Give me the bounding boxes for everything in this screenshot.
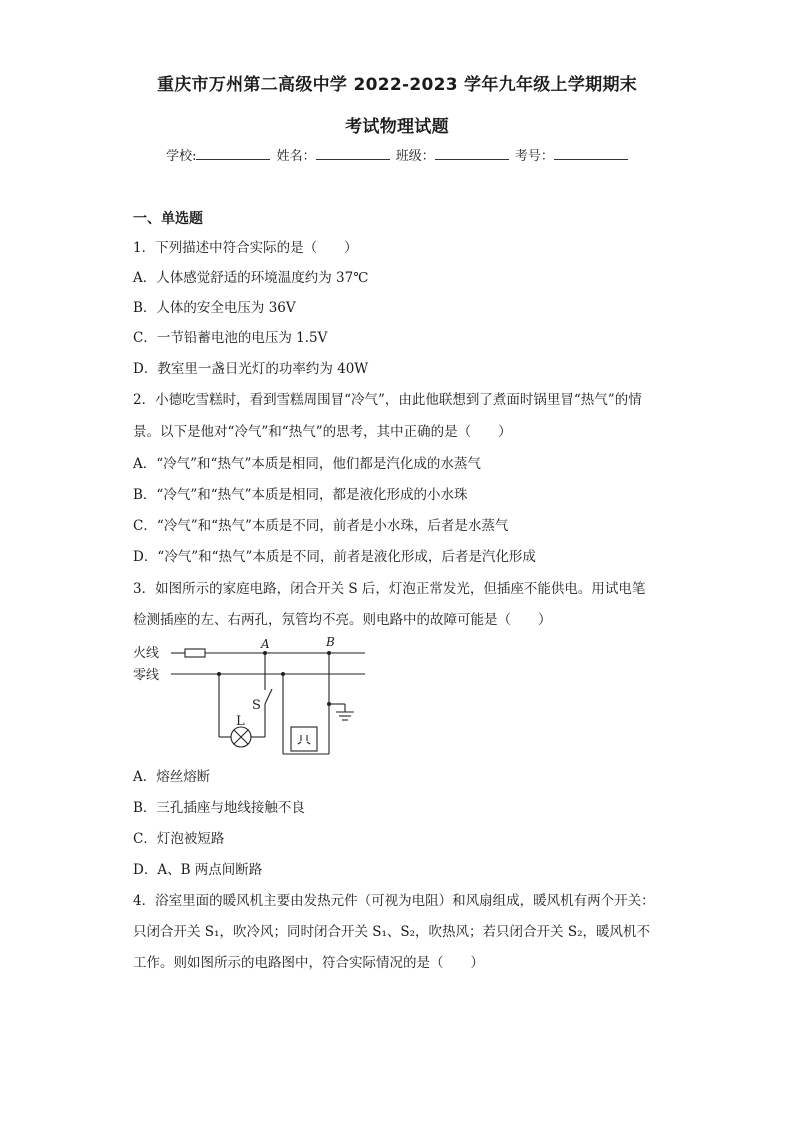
- neutral-wire-label: 零线: [133, 668, 160, 683]
- lamp-label: L: [236, 714, 245, 729]
- school-blank[interactable]: [196, 147, 270, 160]
- q1-option-b: B．人体的安全电压为 36V: [133, 300, 296, 316]
- three-hole-socket-icon: [291, 727, 317, 751]
- exam-number-blank[interactable]: [554, 147, 628, 160]
- junction-dot: [217, 672, 221, 676]
- q2-stem-line1: 2．小德吃雪糕时，看到雪糕周围冒“冷气”，由此他联想到了煮面时锅里冒“热气”的情: [133, 392, 642, 408]
- school-label: 学校:: [166, 149, 197, 164]
- q1-option-d: D．教室里一盏日光灯的功率约为 40W: [133, 361, 369, 377]
- class-blank[interactable]: [435, 147, 509, 160]
- name-blank[interactable]: [316, 147, 390, 160]
- live-wire-label: 火线: [133, 646, 160, 661]
- q3-stem-line2: 检测插座的左、右两孔，氖管均不亮。则电路中的故障可能是（ ）: [133, 612, 552, 628]
- q2-option-c: C．“冷气”和“热气”本质是不同，前者是小水珠，后者是水蒸气: [133, 518, 509, 534]
- q3-option-b: B．三孔插座与地线接触不良: [133, 800, 305, 816]
- exam-title-line1: 重庆市万州第二高级中学 2022-2023 学年九年级上学期期末: [156, 75, 638, 95]
- q1-option-a: A．人体感觉舒适的环境温度约为 37℃: [133, 270, 369, 286]
- name-label: 姓名：: [276, 149, 316, 164]
- household-circuit-figure: [133, 632, 373, 762]
- switch-icon: [265, 689, 272, 704]
- q2-stem-line2: 景。以下是他对“冷气”和“热气”的思考，其中正确的是（ ）: [133, 424, 512, 440]
- junction-dot-a: [263, 651, 267, 655]
- q4-stem-line1: 4．浴室里面的暖风机主要由发热元件（可视为电阻）和风扇组成，暖风机有两个开关：: [133, 893, 655, 909]
- q4-stem-line2: 只闭合开关 S₁，吹冷风；同时闭合开关 S₁、S₂，吹热风；若只闭合开关 S₂，暖风机不: [133, 924, 651, 940]
- q1-stem: 1．下列描述中符合实际的是（ ）: [133, 240, 358, 256]
- point-a-label: A: [261, 637, 270, 651]
- student-info-row: [0, 145, 794, 164]
- exam-title-line2: 考试物理试题: [345, 117, 449, 137]
- q3-option-c: C．灯泡被短路: [133, 831, 225, 847]
- q2-option-d: D．“冷气”和“热气”本质是不同，前者是液化形成，后者是汽化形成: [133, 549, 536, 565]
- section-title: 一、单选题: [133, 211, 203, 227]
- junction-dot: [281, 672, 285, 676]
- q2-option-a: A．“冷气”和“热气”本质是相同，他们都是汽化成的水蒸气: [133, 456, 481, 472]
- q2-option-b: B．“冷气”和“热气”本质是相同，都是液化形成的小水珠: [133, 487, 468, 503]
- q4-stem-line3: 工作。则如图所示的电路图中，符合实际情况的是（ ）: [133, 955, 484, 971]
- class-label: 班级：: [395, 149, 435, 164]
- q3-option-d: D．A、B 两点间断路: [133, 862, 263, 878]
- fuse-icon: [185, 649, 205, 657]
- switch-label: S: [252, 698, 261, 713]
- q3-stem-line1: 3．如图所示的家庭电路，闭合开关 S 后，灯泡正常发光，但插座不能供电。用试电笔: [133, 581, 646, 597]
- exam-number-label: 考号：: [514, 149, 554, 164]
- q3-option-a: A．熔丝熔断: [133, 769, 211, 785]
- junction-dot-b: [327, 651, 331, 655]
- point-b-label: B: [326, 635, 335, 649]
- junction-dot: [327, 702, 331, 706]
- q1-option-c: C．一节铅蓄电池的电压为 1.5V: [133, 330, 328, 346]
